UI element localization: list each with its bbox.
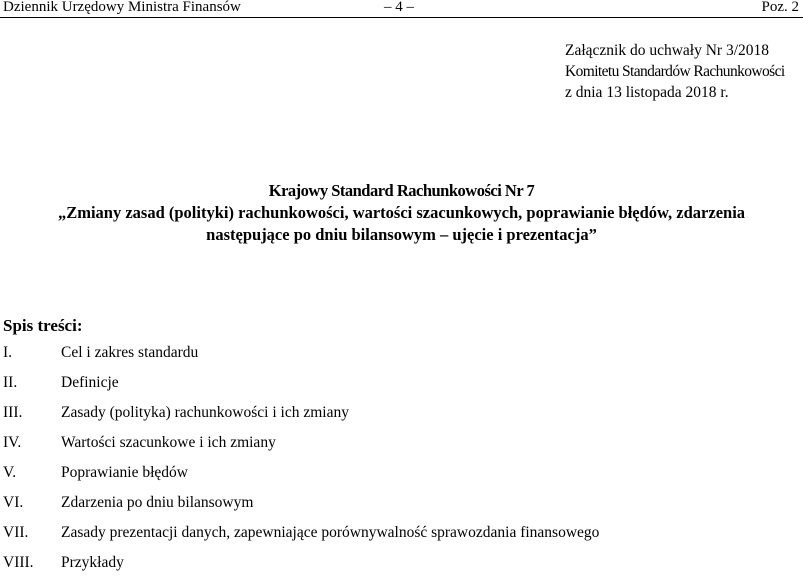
toc-item-number: III.: [3, 404, 23, 421]
toc-item-text: Cel i zakres standardu: [61, 344, 199, 361]
toc-item-text: Wartości szacunkowe i ich zmiany: [61, 434, 276, 451]
toc-item-text: Zasady prezentacji danych, zapewniające porównywalność sprawozdania finansowego: [61, 524, 600, 541]
toc-item-number: V.: [3, 464, 17, 481]
toc-item-text: Definicje: [61, 374, 119, 391]
attachment-line-1: Załącznik do uchwały Nr 3/2018: [565, 42, 770, 59]
position-number: Poz. 2: [761, 0, 799, 15]
table-of-contents: [0, 342, 803, 582]
attachment-line-3: z dnia 13 listopada 2018 r.: [565, 84, 729, 101]
attachment-note: [565, 40, 785, 103]
toc-item: [0, 522, 803, 552]
document-title: [0, 180, 803, 246]
standard-title: Krajowy Standard Rachunkowości Nr 7: [268, 181, 535, 200]
toc-item-number: II.: [3, 374, 18, 391]
page-number: – 4 –: [384, 0, 414, 15]
toc-item-text: Zasady (polityka) rachunkowości i ich zmiany: [61, 404, 349, 421]
toc-item: [0, 372, 803, 402]
subtitle-line-1: „Zmiany zasad (polityki) rachunkowości, wartości szacunkowych, poprawianie błędów, zdarzenia: [57, 203, 746, 222]
toc-item: [0, 552, 803, 582]
toc-item: [0, 462, 803, 492]
toc-item: [0, 342, 803, 372]
subtitle-line-2: następujące po dniu bilansowym – ujęcie i prezentacja”: [206, 225, 597, 244]
toc-item: [0, 432, 803, 462]
journal-title: Dziennik Urzędowy Ministra Finansów: [3, 0, 241, 15]
toc-item-text: Poprawianie błędów: [61, 464, 188, 481]
toc-item-text: Przykłady: [61, 554, 124, 571]
toc-heading: Spis treści:: [3, 316, 83, 335]
toc-item-number: VI.: [3, 494, 24, 511]
toc-item-number: VII.: [3, 524, 29, 541]
toc-item-number: I.: [3, 344, 13, 361]
toc-item-number: VIII.: [3, 554, 34, 571]
toc-item-text: Zdarzenia po dniu bilansowym: [61, 494, 254, 511]
toc-item: [0, 492, 803, 522]
toc-item-number: IV.: [3, 434, 22, 451]
page-header: [0, 0, 803, 18]
toc-item: [0, 402, 803, 432]
attachment-line-2: Komitetu Standardów Rachunkowości: [565, 63, 785, 80]
